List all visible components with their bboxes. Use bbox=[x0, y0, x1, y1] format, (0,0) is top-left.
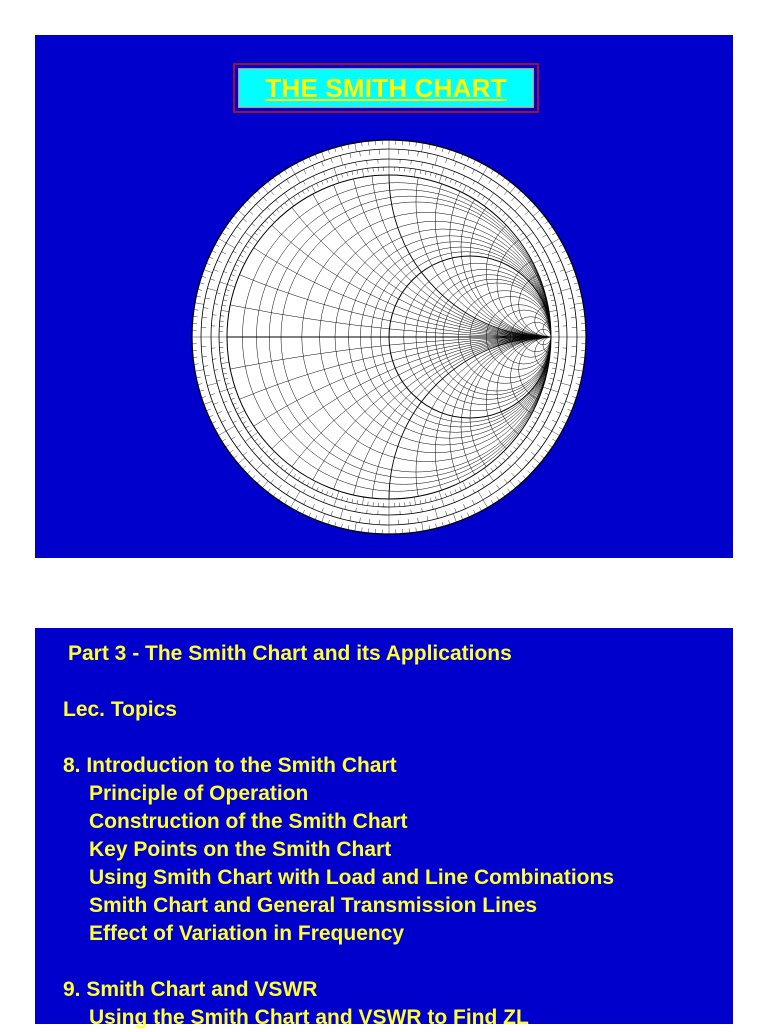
title-box bbox=[238, 68, 534, 108]
title-slide bbox=[35, 35, 733, 558]
topic-item: Using the Smith Chart and VSWR to Find ZL bbox=[63, 1004, 614, 1032]
slide-title: THE SMITH CHART bbox=[265, 73, 506, 104]
topics-slide bbox=[35, 628, 733, 1024]
topic-item: Principle of Operation bbox=[63, 780, 614, 808]
topic-item: Using Smith Chart with Load and Line Combinations bbox=[63, 864, 614, 892]
topic-item: Effect of Variation in Frequency bbox=[63, 920, 614, 948]
smith-chart-graphic bbox=[191, 139, 587, 535]
topics-list bbox=[63, 640, 614, 1032]
section-title: 9. Smith Chart and VSWR bbox=[63, 976, 614, 1004]
topic-item: Key Points on the Smith Chart bbox=[63, 836, 614, 864]
section-title: 8. Introduction to the Smith Chart bbox=[63, 752, 614, 780]
part-heading: Part 3 - The Smith Chart and its Applications bbox=[63, 640, 614, 668]
smith-chart-diagram bbox=[191, 139, 587, 535]
topic-item: Construction of the Smith Chart bbox=[63, 808, 614, 836]
topic-item: Smith Chart and General Transmission Lines bbox=[63, 892, 614, 920]
lec-topics-label: Lec. Topics bbox=[63, 696, 614, 724]
title-frame bbox=[233, 63, 539, 113]
